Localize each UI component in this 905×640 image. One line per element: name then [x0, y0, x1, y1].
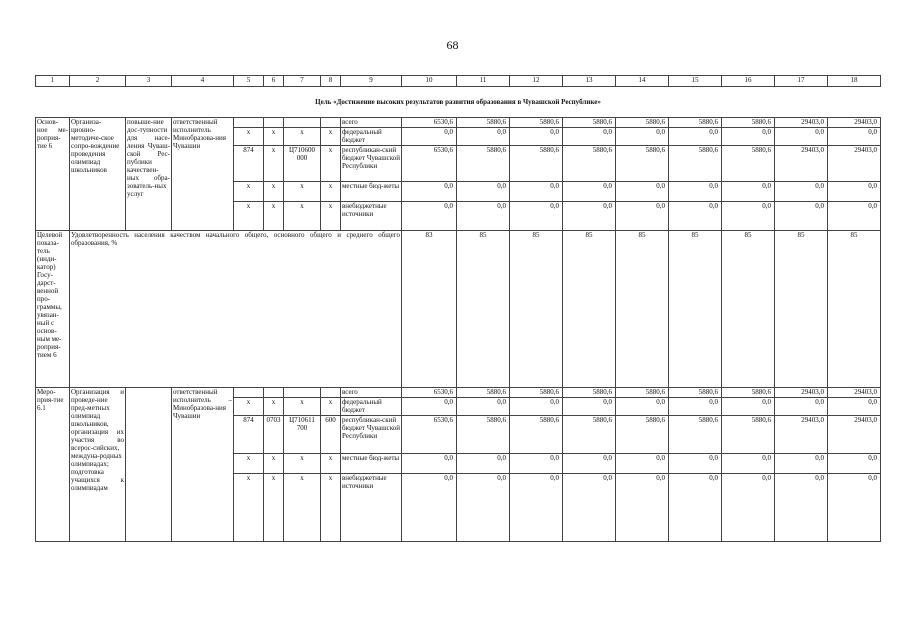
expense-type-code: [321, 118, 341, 128]
section-code: 0703: [264, 416, 284, 454]
funding-amount: 0,0: [510, 128, 563, 146]
target-article-code: [284, 388, 321, 398]
indicator-label: Целевой показа-тель (инди-катор) Госу-дарст-венной про-граммы, увязан-ный с основ-ным ме-роприя-тием 6: [36, 231, 70, 388]
funding-source: федеральный бюджет: [341, 128, 402, 146]
funding-amount: 0,0: [722, 182, 775, 202]
column-number: 8: [321, 76, 341, 87]
funding-amount: 0,0: [828, 474, 881, 542]
funding-amount: 29403,0: [828, 118, 881, 128]
funding-amount: 0,0: [775, 398, 828, 416]
column-number: 13: [563, 76, 616, 87]
target-article-code: x: [284, 202, 321, 231]
expense-type-code: [321, 388, 341, 398]
funding-amount: 0,0: [457, 454, 510, 474]
column-number: 5: [234, 76, 264, 87]
funding-amount: 0,0: [722, 474, 775, 542]
funding-amount: 6530,6: [402, 388, 457, 398]
funding-amount: 5880,6: [669, 146, 722, 182]
indicator-value: 85: [669, 231, 722, 388]
funding-amount: 5880,6: [616, 388, 669, 398]
funding-source: федеральный бюджет: [341, 398, 402, 416]
grbs-code: x: [234, 398, 264, 416]
funding-amount: 5880,6: [563, 118, 616, 128]
funding-amount: 5880,6: [510, 416, 563, 454]
funding-amount: 29403,0: [828, 388, 881, 398]
funding-amount: 0,0: [828, 128, 881, 146]
section-code: x: [264, 202, 284, 231]
funding-amount: 5880,6: [563, 146, 616, 182]
funding-amount: 0,0: [402, 128, 457, 146]
indicator-value: 85: [563, 231, 616, 388]
indicator-text: Удовлетворенность населения качеством начального общего, основного общего и среднего общего образования, %: [70, 231, 402, 388]
funding-amount: 0,0: [563, 128, 616, 146]
program-table-wrapper: [35, 75, 880, 542]
target-article-code: x: [284, 398, 321, 416]
responsible-executor: ответственный исполнитель – Минобразова-ния Чувашии: [172, 388, 234, 542]
funding-amount: 0,0: [669, 182, 722, 202]
expense-type-code: x: [321, 454, 341, 474]
funding-amount: 5880,6: [510, 388, 563, 398]
responsible-executor: ответственный исполнитель Минобразова-ния Чувашии: [172, 118, 234, 231]
funding-amount: 0,0: [616, 128, 669, 146]
funding-amount: 29403,0: [775, 118, 828, 128]
funding-amount: 0,0: [402, 454, 457, 474]
funding-amount: 29403,0: [828, 146, 881, 182]
funding-amount: 0,0: [402, 182, 457, 202]
funding-amount: 5880,6: [669, 416, 722, 454]
indicator-value: 83: [402, 231, 457, 388]
funding-amount: 0,0: [563, 202, 616, 231]
funding-amount: 0,0: [722, 202, 775, 231]
funding-amount: 6530,6: [402, 416, 457, 454]
funding-amount: 0,0: [616, 398, 669, 416]
page-number: 68: [446, 38, 459, 52]
section-code: x: [264, 398, 284, 416]
funding-amount: 5880,6: [563, 388, 616, 398]
grbs-code: x: [234, 454, 264, 474]
grbs-code: x: [234, 202, 264, 231]
target-article-code: [284, 118, 321, 128]
funding-amount: 0,0: [722, 454, 775, 474]
column-number-row: [36, 76, 881, 87]
activity-code: Основ-ное ме-роприя-тие 6: [36, 118, 70, 231]
funding-amount: 0,0: [510, 474, 563, 542]
activity-name: Организа-ционно-методиче-ское сопро-вождение проведения олимпиад школьников: [70, 118, 126, 231]
indicator-value: 85: [722, 231, 775, 388]
target-article-code: x: [284, 474, 321, 542]
expense-type-code: x: [321, 398, 341, 416]
funding-amount: 0,0: [775, 128, 828, 146]
activity-result: [126, 388, 172, 542]
funding-amount: 5880,6: [722, 146, 775, 182]
column-number: 15: [669, 76, 722, 87]
expense-type-code: 600: [321, 416, 341, 454]
section-code: [264, 388, 284, 398]
funding-amount: 0,0: [722, 128, 775, 146]
expense-type-code: x: [321, 128, 341, 146]
funding-amount: 0,0: [510, 202, 563, 231]
expense-type-code: x: [321, 474, 341, 542]
column-number: 18: [828, 76, 881, 87]
activity-code: Меро-прия-тие 6.1: [36, 388, 70, 542]
funding-amount: 5880,6: [457, 388, 510, 398]
funding-source: внебюджетные источники: [341, 474, 402, 542]
grbs-code: x: [234, 182, 264, 202]
funding-amount: 0,0: [510, 182, 563, 202]
funding-amount: 0,0: [457, 474, 510, 542]
funding-amount: 0,0: [457, 128, 510, 146]
section-code: x: [264, 454, 284, 474]
funding-amount: 29403,0: [775, 388, 828, 398]
funding-amount: 0,0: [669, 398, 722, 416]
column-number: 16: [722, 76, 775, 87]
section-code: [264, 118, 284, 128]
column-number: 1: [36, 76, 70, 87]
funding-amount: 5880,6: [669, 118, 722, 128]
funding-amount: 5880,6: [669, 388, 722, 398]
column-number: 7: [284, 76, 321, 87]
funding-amount: 0,0: [402, 474, 457, 542]
funding-amount: 0,0: [616, 474, 669, 542]
funding-amount: 0,0: [775, 182, 828, 202]
grbs-code: x: [234, 128, 264, 146]
funding-amount: 0,0: [669, 454, 722, 474]
expense-type-code: x: [321, 146, 341, 182]
funding-amount: 5880,6: [616, 416, 669, 454]
column-number: 4: [172, 76, 234, 87]
funding-amount: 6530,6: [402, 118, 457, 128]
target-article-code: x: [284, 128, 321, 146]
grbs-code: x: [234, 474, 264, 542]
column-number: 12: [510, 76, 563, 87]
funding-amount: 0,0: [563, 454, 616, 474]
indicator-value: 85: [775, 231, 828, 388]
funding-amount: 0,0: [669, 474, 722, 542]
expense-type-code: x: [321, 182, 341, 202]
activity-name: Организация и проведе-ние пред-метных олимпиад школьников, организация их участия во всерос-сийских, междуна-родных олимпиадах; подготовка учащихся к олимпиадам: [70, 388, 126, 542]
funding-amount: 5880,6: [457, 416, 510, 454]
target-article-code: x: [284, 182, 321, 202]
funding-amount: 29403,0: [828, 416, 881, 454]
funding-amount: 0,0: [828, 454, 881, 474]
funding-amount: 29403,0: [775, 416, 828, 454]
funding-source: всего: [341, 118, 402, 128]
funding-amount: 0,0: [616, 182, 669, 202]
funding-amount: 5880,6: [457, 118, 510, 128]
funding-amount: 29403,0: [775, 146, 828, 182]
target-article-code: x: [284, 454, 321, 474]
funding-amount: 0,0: [510, 454, 563, 474]
funding-amount: 0,0: [775, 474, 828, 542]
indicator-row: [36, 231, 881, 388]
funding-source: местные бюд-жеты: [341, 454, 402, 474]
funding-amount: 6530,6: [402, 146, 457, 182]
funding-amount: 0,0: [775, 454, 828, 474]
funding-source: местные бюд-жеты: [341, 182, 402, 202]
goal-title: Цель «Достижение высоких результатов развития образования в Чувашской Республике»: [315, 98, 601, 106]
funding-amount: 0,0: [457, 182, 510, 202]
funding-source: республикан-ский бюджет Чувашской Республики: [341, 416, 402, 454]
main-activity-6-block: [36, 118, 881, 231]
financing-row: [36, 388, 881, 398]
funding-amount: 5880,6: [510, 146, 563, 182]
column-number: 14: [616, 76, 669, 87]
funding-amount: 0,0: [669, 202, 722, 231]
section-code: x: [264, 128, 284, 146]
target-article-code: Ц710600 000: [284, 146, 321, 182]
target-article-code: Ц710611 700: [284, 416, 321, 454]
funding-amount: 0,0: [402, 202, 457, 231]
funding-amount: 0,0: [563, 474, 616, 542]
funding-amount: 0,0: [457, 398, 510, 416]
funding-amount: 0,0: [402, 398, 457, 416]
activity-result: повыше-ние дос-тупности для насе-ления Чуваш-ской Рес-публики качествен-ных обра-зователь-ных услуг: [126, 118, 172, 231]
column-number: 6: [264, 76, 284, 87]
grbs-code: [234, 118, 264, 128]
funding-amount: 5880,6: [457, 146, 510, 182]
section-code: x: [264, 474, 284, 542]
funding-amount: 0,0: [828, 202, 881, 231]
funding-amount: 0,0: [616, 202, 669, 231]
funding-amount: 0,0: [616, 454, 669, 474]
column-number: 3: [126, 76, 172, 87]
funding-amount: 5880,6: [722, 118, 775, 128]
funding-amount: 0,0: [563, 398, 616, 416]
program-table: [35, 75, 881, 542]
section-code: x: [264, 146, 284, 182]
column-number: 17: [775, 76, 828, 87]
funding-amount: 0,0: [563, 182, 616, 202]
indicator-value: 85: [510, 231, 563, 388]
funding-amount: 0,0: [510, 398, 563, 416]
grbs-code: 874: [234, 146, 264, 182]
column-number: 11: [457, 76, 510, 87]
expense-type-code: x: [321, 202, 341, 231]
grbs-code: 874: [234, 416, 264, 454]
funding-amount: 5880,6: [510, 118, 563, 128]
funding-amount: 5880,6: [722, 388, 775, 398]
column-number: 9: [341, 76, 402, 87]
indicator-value: 85: [828, 231, 881, 388]
funding-amount: 5880,6: [616, 118, 669, 128]
funding-amount: 0,0: [457, 202, 510, 231]
section-code: x: [264, 182, 284, 202]
funding-amount: 0,0: [828, 398, 881, 416]
funding-amount: 5880,6: [563, 416, 616, 454]
funding-amount: 0,0: [775, 202, 828, 231]
column-number: 10: [402, 76, 457, 87]
funding-source: республикан-ский бюджет Чувашской Республики: [341, 146, 402, 182]
activity-6-1-block: [36, 388, 881, 542]
grbs-code: [234, 388, 264, 398]
funding-amount: 0,0: [722, 398, 775, 416]
indicator-value: 85: [457, 231, 510, 388]
funding-source: всего: [341, 388, 402, 398]
indicator-value: 85: [616, 231, 669, 388]
financing-row: [36, 118, 881, 128]
funding-source: внебюджетные источники: [341, 202, 402, 231]
funding-amount: 5880,6: [722, 416, 775, 454]
funding-amount: 0,0: [828, 182, 881, 202]
funding-amount: 0,0: [669, 128, 722, 146]
funding-amount: 5880,6: [616, 146, 669, 182]
goal-row: [36, 95, 881, 109]
column-number: 2: [70, 76, 126, 87]
